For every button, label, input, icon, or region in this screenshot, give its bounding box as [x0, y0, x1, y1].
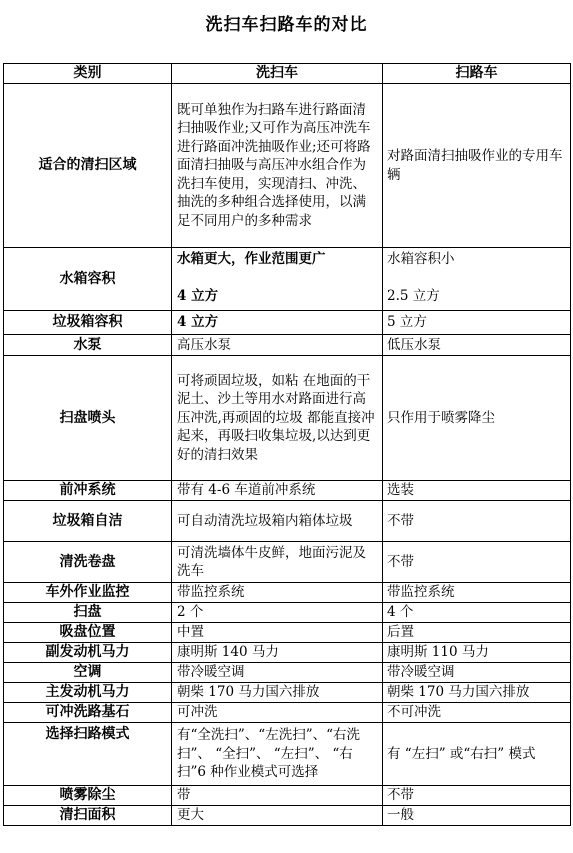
header-sweeper: 扫路车: [383, 64, 571, 84]
sweeper-washer-cell: 可冲洗: [172, 703, 383, 723]
row-category: 可冲洗路基石: [4, 703, 172, 723]
sweeper-cell: 不带: [383, 786, 571, 806]
sweeper-washer-cell: 2 个: [172, 603, 383, 623]
sweeper-cell: 不带: [383, 542, 571, 583]
header-sweeper-washer: 洗扫车: [172, 64, 383, 84]
sweeper-cell: 低压水泵: [383, 335, 571, 356]
sweeper-washer-cell: 4 立方: [172, 311, 383, 335]
sweeper-cell: 不带: [383, 501, 571, 542]
row-category: 车外作业监控: [4, 583, 172, 603]
table-row: [4, 311, 571, 335]
sweeper-cell: 后置: [383, 623, 571, 643]
sweeper-washer-cell: 中置: [172, 623, 383, 643]
row-category: 水箱容积: [4, 248, 172, 311]
row-category: 喷雾除尘: [4, 786, 172, 806]
sweeper-cell: 对路面清扫抽吸作业的专用车辆: [383, 84, 571, 248]
table-row: [4, 663, 571, 683]
sweeper-cell: 不可冲洗: [383, 703, 571, 723]
sweeper-cell: 带冷暖空调: [383, 663, 571, 683]
sweeper-washer-cell: 更大: [172, 806, 383, 826]
table-row: [4, 683, 571, 703]
row-category: 主发动机马力: [4, 683, 172, 703]
table-header-row: [4, 64, 571, 84]
table-row: [4, 603, 571, 623]
sweeper-cell: 4 个: [383, 603, 571, 623]
table-row: [4, 356, 571, 481]
sweeper-washer-cell: 带: [172, 786, 383, 806]
comparison-table: [3, 63, 571, 826]
table-row: [4, 786, 571, 806]
row-category: 吸盘位置: [4, 623, 172, 643]
row-category: 空调: [4, 663, 172, 683]
table-row: [4, 542, 571, 583]
sweeper-washer-cell: 可清洗墙体牛皮鲜，地面污泥及洗车: [172, 542, 383, 583]
row-category: 适合的清扫区域: [4, 84, 172, 248]
table-row: [4, 723, 571, 786]
sweeper-cell: 一般: [383, 806, 571, 826]
sweeper-washer-cell: 既可单独作为扫路车进行路面清扫抽吸作业;又可作为高压冲洗车进行路面冲洗抽吸作业;还可将路面清扫抽吸与高压冲水组合作为洗扫车使用，实现清扫、冲洗、抽洗的多种组合选择使用，以满足不同用户的多种需求: [172, 84, 383, 248]
sweeper-cell: 5 立方: [383, 311, 571, 335]
sweeper-washer-cell: 可自动清洗垃圾箱内箱体垃圾: [172, 501, 383, 542]
sweeper-cell: 水箱容积小 2.5 立方: [383, 248, 571, 311]
sweeper-washer-cell: 水箱更大，作业范围更广 4 立方: [172, 248, 383, 311]
sweeper-washer-cell: 带监控系统: [172, 583, 383, 603]
sweeper-washer-cell: 可将顽固垃圾，如粘 在地面的干泥土、沙土等用水对路面进行高压冲洗,再顽固的垃圾 都能直接冲起来，再吸扫收集垃圾,以达到更好的清扫效果: [172, 356, 383, 481]
table-row: [4, 481, 571, 501]
sweeper-cell: 选装: [383, 481, 571, 501]
row-category: 扫盘: [4, 603, 172, 623]
sweeper-cell: 只作用于喷雾降尘: [383, 356, 571, 481]
table-row: [4, 248, 571, 311]
sweeper-washer-cell: 高压水泵: [172, 335, 383, 356]
table-row: [4, 583, 571, 603]
sweeper-washer-cell: 带有 4-6 车道前冲系统: [172, 481, 383, 501]
row-category: 垃圾箱自洁: [4, 501, 172, 542]
table-row: [4, 806, 571, 826]
sweeper-cell: 朝柴 170 马力国六排放: [383, 683, 571, 703]
page-title: 洗扫车扫路车的对比: [205, 15, 368, 35]
table-row: [4, 84, 571, 248]
row-category: 选择扫路模式: [4, 723, 172, 786]
header-category: 类别: [4, 64, 172, 84]
sweeper-cell: 康明斯 110 马力: [383, 643, 571, 663]
table-row: [4, 335, 571, 356]
row-category: 水泵: [4, 335, 172, 356]
row-category: 清扫面积: [4, 806, 172, 826]
table-row: [4, 703, 571, 723]
sweeper-cell: 有 “左扫” 或“右扫” 模式: [383, 723, 571, 786]
row-category: 扫盘喷头: [4, 356, 172, 481]
sweeper-washer-cell: 朝柴 170 马力国六排放: [172, 683, 383, 703]
sweeper-washer-cell: 有“全洗扫”、“左洗扫”、“右洗扫”、 “全扫”、 “左扫”、 “右扫”6 种作业模式可选择: [172, 723, 383, 786]
row-category: 前冲系统: [4, 481, 172, 501]
sweeper-washer-cell: 带冷暖空调: [172, 663, 383, 683]
sweeper-washer-cell: 康明斯 140 马力: [172, 643, 383, 663]
row-category: 垃圾箱容积: [4, 311, 172, 335]
table-row: [4, 501, 571, 542]
row-category: 清洗卷盘: [4, 542, 172, 583]
row-category: 副发动机马力: [4, 643, 172, 663]
table-row: [4, 623, 571, 643]
table-row: [4, 643, 571, 663]
sweeper-cell: 带监控系统: [383, 583, 571, 603]
